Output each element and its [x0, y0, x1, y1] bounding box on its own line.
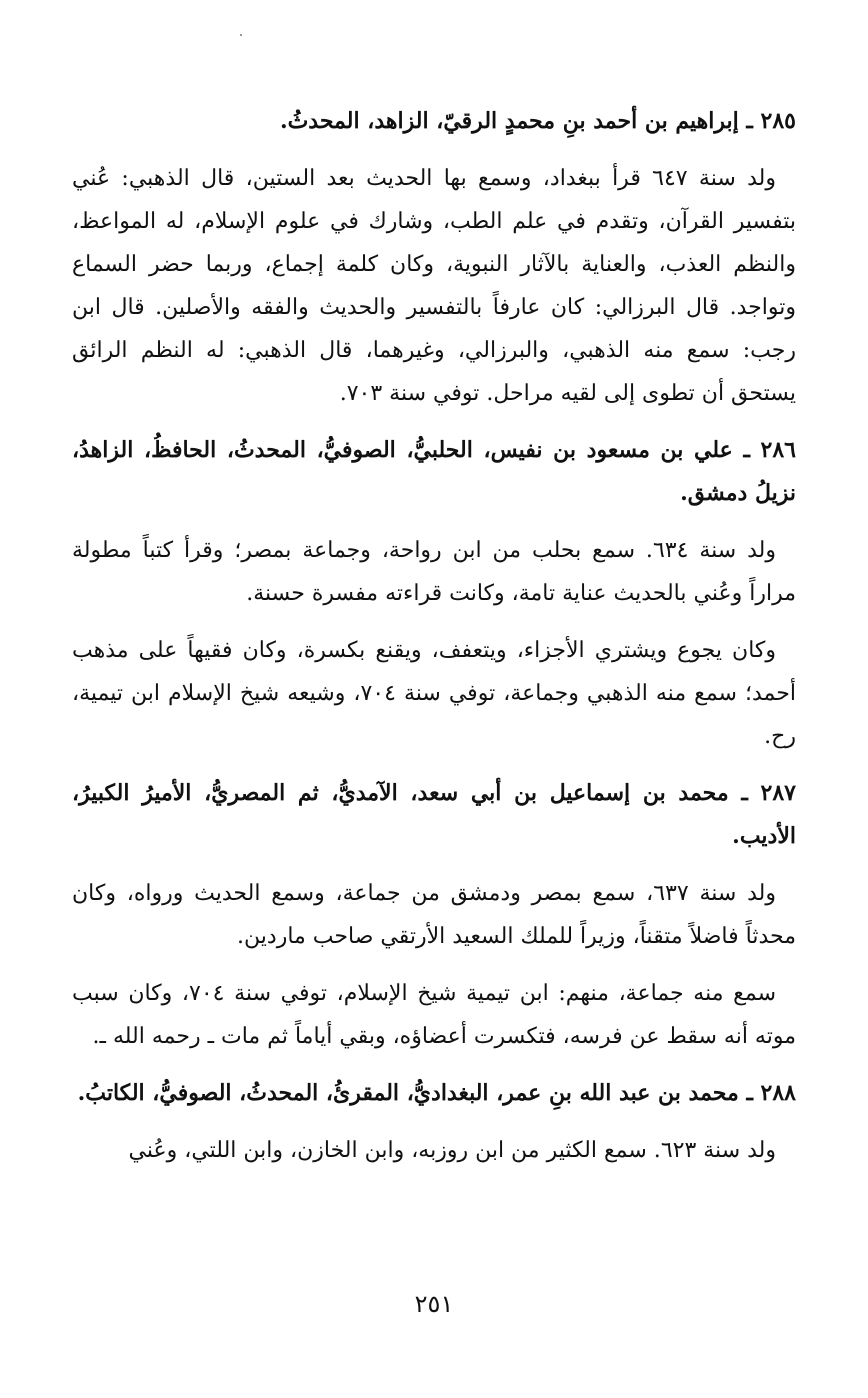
entry-heading: ٢٨٨ ـ محمد بن عبد الله بنِ عمر، البغداديُّ، المقرئُ، المحدثُ، الصوفيُّ، الكاتبُ.	[77, 1080, 796, 1106]
entry-paragraph: ولد سنة ٦٣٧، سمع بمصر ودمشق من جماعة، وسمع الحديث ورواه، وكان محدثاً فاضلاً متقناً، وزيراً للملك السعيد الأرتقي صاحب ماردين.	[72, 881, 796, 949]
entry-285	[72, 100, 796, 415]
entry-paragraph: وكان يجوع ويشتري الأجزاء، ويتعفف، ويقنع بكسرة، وكان فقيهاً على مذهب أحمد؛ سمع منه الذهبي وجماعة، توفي سنة ٧٠٤، وشيعه شيخ الإسلام ابن تيمية، رح.	[72, 638, 796, 749]
entry-286	[72, 429, 796, 758]
entry-heading: ٢٨٧ ـ محمد بن إسماعيل بن أبي سعد، الآمديُّ، ثم المصريُّ، الأميرُ الكبيرُ، الأديب.	[72, 780, 796, 849]
entry-paragraph: ولد سنة ٦٢٣. سمع الكثير من ابن روزبه، وابن الخازن، وابن اللتي، وعُني	[128, 1138, 776, 1163]
entry-288	[72, 1072, 796, 1172]
entry-paragraph: ولد سنة ٦٤٧ قرأ ببغداد، وسمع بها الحديث بعد الستين، قال الذهبي: عُني بتفسير القرآن، وتقدم في علم الطب، وشارك في علوم الإسلام، له المواعظ، والنظم العذب، والعناية بالآثار النبوية، وكان كلمة إجماع، وربما حضر السماع وتواجد. قال البرزالي: كان عارفاً بالتفسير والحديث والفقه والأصلين. قال ابن رجب: سمع منه الذهبي، والبرزالي، وغيرهما، قال الذهبي: له النظم الرائق يستحق أن تطوى إلى لقيه مراحل. توفي سنة ٧٠٣.	[72, 166, 796, 406]
entry-287	[72, 772, 796, 1058]
entry-paragraph: ولد سنة ٦٣٤. سمع بحلب من ابن رواحة، وجماعة بمصر؛ وقرأ كتباً مطولة مراراً وعُني بالحديث عناية تامة، وكانت قراءته مفسرة حسنة.	[72, 538, 796, 606]
scan-speck	[240, 34, 242, 36]
entry-heading: ٢٨٦ ـ علي بن مسعود بن نفيس، الحلبيُّ، الصوفيُّ، المحدثُ، الحافظُ، الزاهدُ، نزيلُ دمشق.	[72, 437, 796, 506]
page-body	[72, 100, 796, 1172]
entry-heading: ٢٨٥ ـ إبراهيم بن أحمد بنِ محمدٍ الرقيّ، الزاهد، المحدثُ.	[279, 108, 796, 134]
page-number: ٢٥١	[414, 1290, 454, 1318]
entry-paragraph: سمع منه جماعة، منهم: ابن تيمية شيخ الإسلام، توفي سنة ٧٠٤، وكان سبب موته أنه سقط عن فرسه، فتكسرت أعضاؤه، وبقي أياماً ثم مات ـ رحمه الله ـ.	[72, 981, 796, 1049]
